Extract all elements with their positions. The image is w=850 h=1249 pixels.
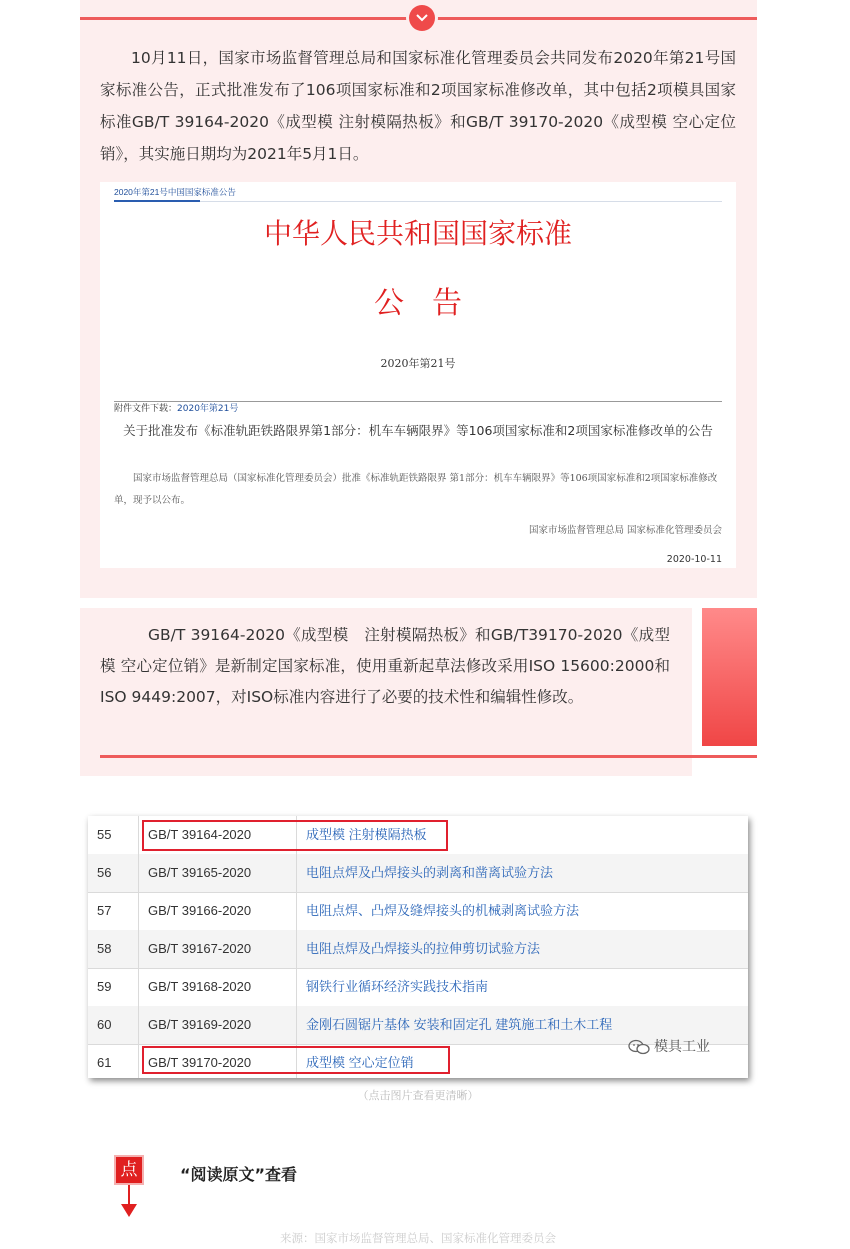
detail-accent-block bbox=[702, 608, 757, 746]
arrow-down-icon bbox=[121, 1204, 137, 1217]
read-more-badge: 点 bbox=[114, 1155, 144, 1185]
row-name-link[interactable]: 钢铁行业循环经济实践技术指南 bbox=[306, 979, 489, 994]
notice-date: 2020-10-11 bbox=[666, 554, 722, 565]
row-code: GB/T 39166-2020 bbox=[148, 903, 252, 918]
watermark bbox=[628, 1036, 710, 1056]
attachment-label: 附件文件下载： bbox=[114, 404, 178, 414]
row-number: 58 bbox=[97, 941, 112, 956]
column-divider bbox=[296, 816, 297, 1078]
intro-paragraph: 10月11日，国家市场监督管理总局和国家标准化管理委员会共同发布2020年第21号国家标准公告，正式批准发布了106项国家标准和2项国家标准修改单，其中包括2项模具国家标准GB/T 39164-2020《成型模 注射模隔热板》和GB/T 39170-2020《成型模 空心定位销》，其实施日期均为2021年5月1日。 bbox=[100, 49, 736, 163]
row-name-link[interactable]: 成型模 空心定位销 bbox=[306, 1055, 414, 1070]
read-original-text[interactable]: “阅读原文”查看 bbox=[180, 1165, 298, 1184]
row-code: GB/T 39169-2020 bbox=[148, 1017, 252, 1032]
row-code: GB/T 39170-2020 bbox=[148, 1055, 252, 1070]
table-row bbox=[88, 892, 748, 931]
row-number: 61 bbox=[97, 1055, 112, 1070]
row-number: 55 bbox=[97, 827, 112, 842]
chevron-down-icon bbox=[415, 12, 429, 24]
notice-attachment bbox=[114, 401, 238, 414]
row-name-link[interactable]: 成型模 注射模隔热板 bbox=[306, 827, 427, 842]
attachment-link[interactable]: 2020年第21号 bbox=[177, 404, 239, 414]
row-number: 56 bbox=[97, 865, 112, 880]
notice-breadcrumb-divider bbox=[114, 201, 722, 202]
detail-bottom-divider bbox=[100, 755, 757, 758]
watermark-text: 模具工业 bbox=[654, 1039, 710, 1055]
column-divider bbox=[138, 816, 139, 1078]
row-name-link[interactable]: 金刚石圆锯片基体 安装和固定孔 建筑施工和土木工程 bbox=[306, 1017, 613, 1032]
table-row bbox=[88, 854, 748, 893]
row-number: 59 bbox=[97, 979, 112, 994]
highlight-box-row-61 bbox=[142, 1046, 450, 1074]
row-code: GB/T 39167-2020 bbox=[148, 941, 252, 956]
notice-breadcrumb-underline bbox=[114, 200, 200, 202]
row-name-link[interactable]: 电阻点焊及凸焊接头的剥离和凿离试验方法 bbox=[306, 865, 554, 880]
arrow-stem bbox=[128, 1185, 130, 1205]
row-code: GB/T 39164-2020 bbox=[148, 827, 252, 842]
notice-signature: 国家市场监督管理总局 国家标准化管理委员会 bbox=[528, 525, 722, 536]
highlight-box-row-55 bbox=[142, 820, 448, 851]
row-name-link[interactable]: 电阻点焊、凸焊及缝焊接头的机械剥离试验方法 bbox=[306, 903, 580, 918]
source-credit: 来源：国家市场监督管理总局、国家标准化管理委员会 bbox=[280, 1231, 556, 1245]
row-name-link[interactable]: 电阻点焊及凸焊接头的拉伸剪切试验方法 bbox=[306, 941, 541, 956]
table-row bbox=[88, 968, 748, 1007]
row-number: 60 bbox=[97, 1017, 112, 1032]
notice-title: 中华人民共和国国家标准 bbox=[263, 217, 572, 250]
table-row bbox=[88, 930, 748, 969]
row-code: GB/T 39168-2020 bbox=[148, 979, 252, 994]
notice-body: 国家市场监督管理总局（国家标准化管理委员会）批准《标准轨距铁路限界 第1部分：机车车辆限界》等106项国家标准和2项国家标准修改单，现予以公布。 bbox=[114, 473, 718, 506]
chevron-down-badge bbox=[409, 5, 435, 31]
notice-number: 2020年第21号 bbox=[380, 357, 456, 370]
image-caption: （点击图片查看更清晰） bbox=[357, 1089, 479, 1102]
notice-breadcrumb: 2020年第21号中国国家标准公告 bbox=[114, 187, 236, 197]
notice-subject: 关于批准发布《标准轨距铁路限界第1部分：机车车辆限界》等106项国家标准和2项国家标准修改单的公告 bbox=[123, 423, 713, 438]
row-code: GB/T 39165-2020 bbox=[148, 865, 252, 880]
detail-paragraph: GB/T 39164-2020《成型模 注射模隔热板》和GB/T39170-2020《成型模 空心定位销》是新制定国家标准，使用重新起草法修改采用ISO 15600:2000和ISO 9449:2007，对ISO标准内容进行了必要的技术性和编辑性修改。 bbox=[100, 626, 670, 706]
notice-image[interactable] bbox=[100, 182, 736, 568]
wechat-icon bbox=[628, 1039, 650, 1055]
notice-heading: 公告 bbox=[374, 286, 490, 321]
row-number: 57 bbox=[97, 903, 112, 918]
